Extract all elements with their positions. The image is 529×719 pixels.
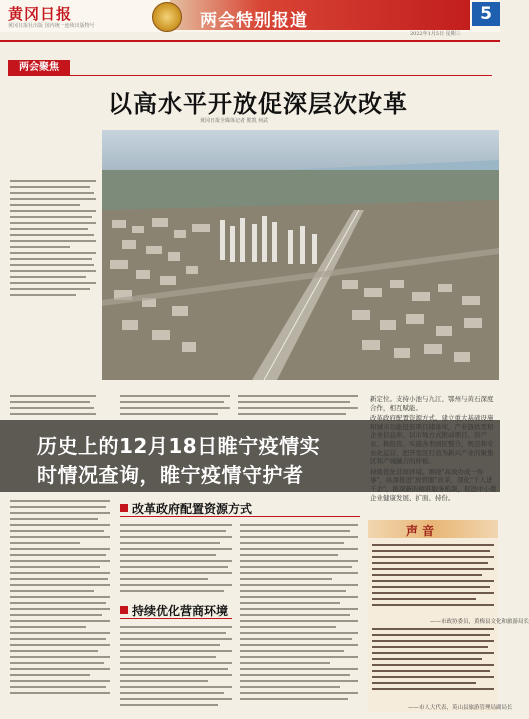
subhead-business-env: 持续优化营商环境 bbox=[132, 604, 229, 618]
subhead-reform: 改革政府配置资源方式 bbox=[132, 502, 253, 516]
text-column-center2-mid bbox=[238, 395, 358, 419]
subhead-marker bbox=[120, 606, 128, 614]
voice-text-2 bbox=[372, 628, 494, 694]
text-column-center-lower bbox=[120, 626, 232, 710]
right-para-1: 新定位。支持小池与九江、鄂州与黄石深度合作，相互赋能。 bbox=[370, 395, 494, 412]
voice-text-1 bbox=[372, 544, 494, 610]
right-para-2: 改革政府配置资源方式。建立重大基础设施和城市功能投资项目储备库，产业链供需和企业信息库，以市场方式推动项目、资产业、换投资。实施各类园区整合，规范和专业化运营，把开发区打造为新兴产业的聚集区和产城融合的样板。 bbox=[370, 414, 494, 466]
text-column-center2-bottom bbox=[240, 524, 358, 704]
text-column-left-top bbox=[10, 180, 96, 300]
article-headline: 以高水平开放促深层次改革 bbox=[108, 90, 408, 118]
aerial-city-photo bbox=[102, 130, 499, 380]
section-label: 两会聚焦 bbox=[8, 60, 70, 76]
subhead-rule bbox=[120, 516, 360, 517]
voice-title: 声 音 bbox=[406, 524, 435, 538]
national-emblem-icon bbox=[152, 2, 182, 32]
right-column-text bbox=[370, 395, 498, 502]
overlay-title-line1: 历史上的12月18日睢宁疫情实 bbox=[37, 434, 321, 458]
text-column-left-bottom bbox=[10, 500, 110, 698]
overlay-title-line2: 时情况查询，睢宁疫情守护者 bbox=[37, 463, 304, 487]
text-column-center-mid bbox=[120, 395, 230, 419]
divider bbox=[0, 40, 500, 42]
article-byline: 黄冈日报全媒体记者 熊凯 何武 bbox=[200, 118, 269, 124]
newspaper-logo: 黄冈日报 bbox=[8, 5, 73, 23]
section-rule bbox=[70, 75, 492, 76]
right-para-3: 持续优化营商环境。围绕"高效办成一件事"，纵深推进"放管服"改革，深化"千人进千企"，推深新的精准服务机制，促进中小微企业健康发展、扩面、持份。 bbox=[370, 467, 497, 502]
voice-author-2: ——市人大代表，英山县旅游管理局副局长 bbox=[408, 705, 513, 711]
subhead-rule bbox=[120, 618, 232, 619]
text-column-center-bottom bbox=[120, 524, 232, 596]
banner-title: 两会特别报道 bbox=[200, 11, 308, 31]
subhead-marker bbox=[120, 504, 128, 512]
page-number: 5 bbox=[472, 2, 500, 26]
masthead-subtitle: 黄冈日报社出版 国内统一连续出版物号 bbox=[8, 23, 95, 29]
text-column-left-mid bbox=[10, 395, 96, 419]
voice-author-1: ——市政协委员，黄梅县文化和旅游局长 bbox=[430, 619, 529, 625]
issue-date: 2022年1月5日 星期三 bbox=[410, 31, 461, 37]
